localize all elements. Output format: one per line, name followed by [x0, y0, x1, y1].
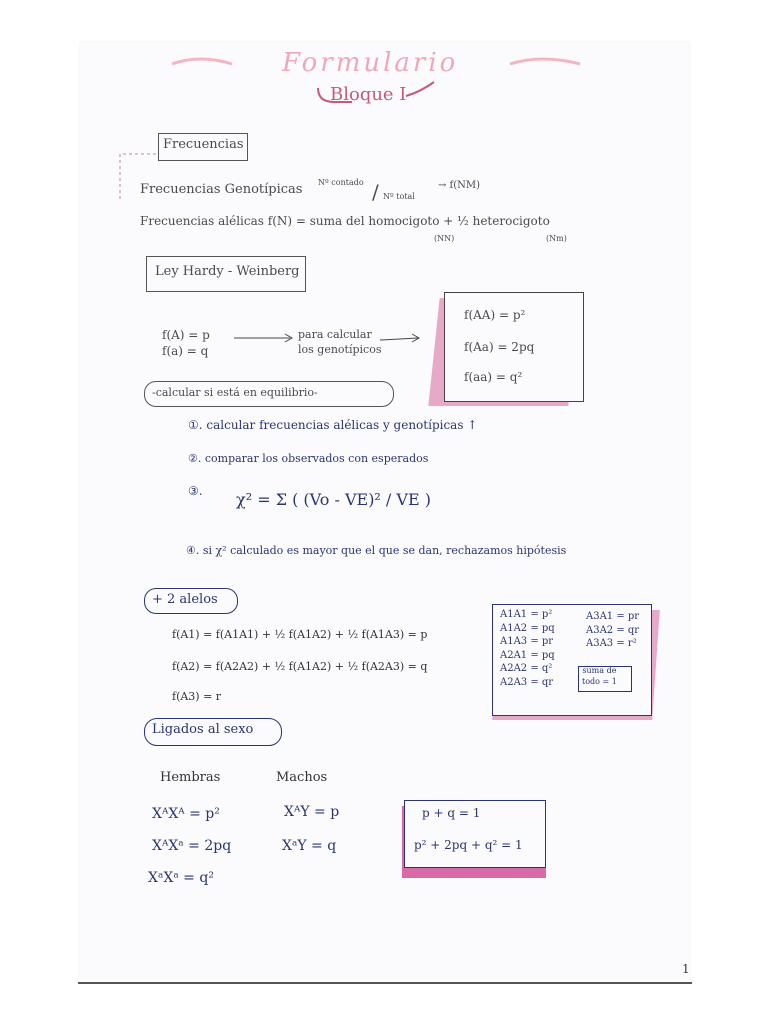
- sexo-label: Ligados al sexo: [152, 722, 254, 737]
- alelos-box-right: A3A1 = pr A3A2 = qr A3A3 = r²: [586, 611, 640, 649]
- genotipicas-result: → f(NM): [438, 180, 481, 191]
- hw-fa: f(A) = p: [162, 328, 210, 342]
- alelos-eq-1: f(A1) = f(A1A1) + ½ f(A1A2) + ½ f(A1A3) = p: [172, 628, 428, 641]
- hembras-header: Hembras: [160, 770, 221, 785]
- page-number: 1: [682, 962, 690, 976]
- step-2: ②. comparar los observados con esperados: [188, 452, 429, 465]
- alelicas-sub2: (Nm): [546, 234, 567, 243]
- hembras-1: XᴬXᴬ = p²: [152, 806, 220, 822]
- equilibrio-text: -calcular si está en equilibrio-: [152, 386, 318, 399]
- hw-box-line-2: f(Aa) = 2pq: [464, 340, 535, 354]
- alelos-label: + 2 alelos: [152, 592, 218, 607]
- hw-arrow-text: para calcular los genotípicos: [298, 328, 382, 356]
- step-3-number: ③.: [188, 484, 203, 498]
- header-title: Formulario: [282, 48, 459, 78]
- frecuencias-label: Frecuencias: [163, 137, 244, 152]
- dashed-connector: [110, 150, 310, 210]
- alelicas-sub1: (NN): [434, 234, 455, 243]
- alelos-box-left: A1A1 = p² A1A2 = pq A1A3 = pr A2A1 = pq A2A2 = q² A2A3 = qr: [500, 609, 555, 688]
- hw-box-line-1: f(AA) = p²: [464, 308, 526, 322]
- fraction-slash: /: [372, 180, 379, 204]
- hembras-2: XᴬXᵃ = 2pq: [152, 838, 232, 854]
- alelicas-text: Frecuencias alélicas f(N) = suma del homocigoto + ½ heterocigoto: [140, 214, 550, 228]
- pq-line-2: p² + 2pq + q² = 1: [414, 838, 523, 852]
- machos-2: XᵃY = q: [282, 838, 337, 854]
- chi-square-formula: χ² = Σ ( (Vo - VE)² / VE ): [236, 490, 431, 509]
- fraction-numerator: Nº contado: [318, 178, 364, 187]
- hembras-3: XᵃXᵃ = q²: [148, 870, 214, 886]
- page-bottom-edge: [78, 982, 692, 984]
- fraction-denominator: Nº total: [383, 192, 415, 201]
- header-subtitle: Bloque I: [330, 84, 407, 105]
- pq-line-1: p + q = 1: [422, 806, 481, 820]
- hw-fa2: f(a) = q: [162, 344, 209, 358]
- hw-label: Ley Hardy - Weinberg: [155, 264, 300, 279]
- machos-1: XᴬY = p: [284, 804, 340, 820]
- suma-text: suma de todo = 1: [582, 666, 617, 686]
- step-4: ④. si χ² calculado es mayor que el que se dan, rechazamos hipótesis: [186, 544, 567, 557]
- genotipicas-text: Frecuencias Genotípicas: [140, 182, 303, 197]
- hw-box-line-3: f(aa) = q²: [464, 370, 523, 384]
- machos-header: Machos: [276, 770, 328, 785]
- step-1: ①. calcular frecuencias alélicas y genotípicas ↑: [188, 418, 478, 432]
- alelos-eq-2: f(A2) = f(A2A2) + ½ f(A1A2) + ½ f(A2A3) = q: [172, 660, 428, 673]
- alelos-eq-3: f(A3) = r: [172, 690, 222, 703]
